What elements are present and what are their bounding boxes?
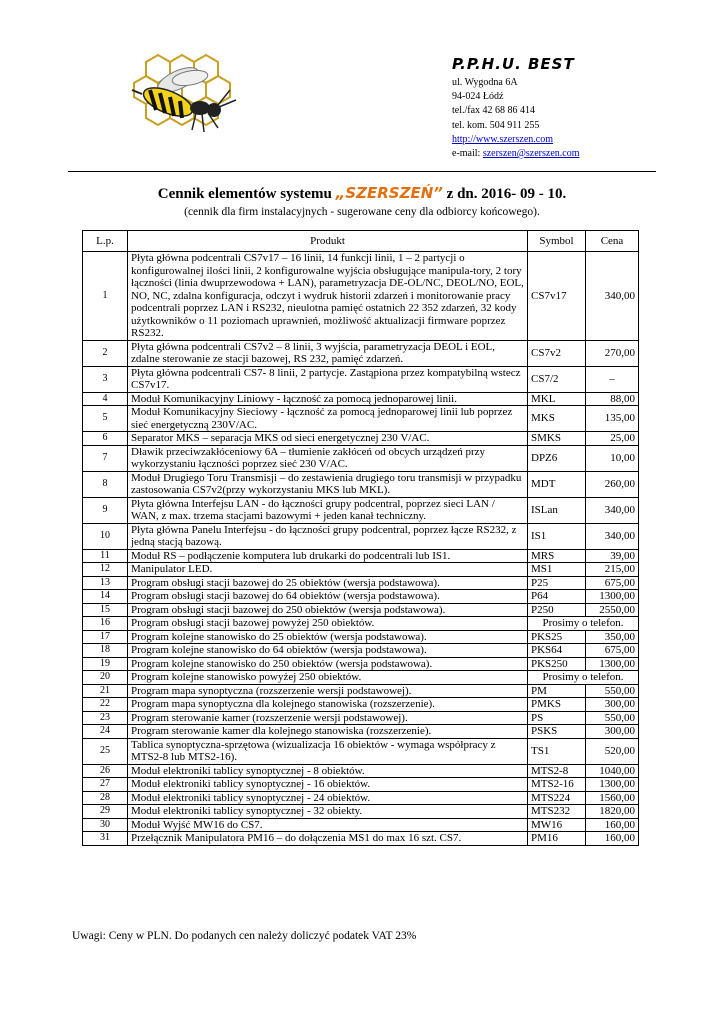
row-lp: 12 (83, 563, 128, 577)
row-price: 10,00 (586, 445, 639, 471)
price-note: Uwagi: Ceny w PLN. Do podanych cen należy doliczyć podatek VAT 23% (72, 930, 417, 942)
table-row (83, 603, 639, 617)
page-subtitle: (cennik dla firm instalacyjnych - sugerowane ceny dla odbiorcy końcowego). (184, 206, 540, 218)
row-lp: 8 (83, 471, 128, 497)
table-row (83, 671, 639, 685)
row-lp: 30 (83, 818, 128, 832)
row-lp: 31 (83, 832, 128, 846)
row-price: 340,00 (586, 497, 639, 523)
row-price: 550,00 (586, 711, 639, 725)
website-link[interactable]: http://www.szerszen.com (452, 133, 553, 145)
row-symbol: MRS (528, 549, 586, 563)
row-symbol: MDT (528, 471, 586, 497)
email-line (452, 147, 580, 161)
row-product: Moduł elektroniki tablicy synoptycznej - 16 obiektów. (128, 778, 528, 792)
row-product: Moduł Komunikacyjny Liniowy - łączność za pomocą jednoparowej linii. (128, 392, 528, 406)
row-symbol: P25 (528, 576, 586, 590)
header-product: Produkt (128, 231, 528, 252)
row-product: Płyta główna podcentrali CS7v17 – 16 linii, 14 funkcji linii, 1 – 2 partycji o konfigurowalnej ilości linii, 2 konfigurowalne wyjścia obsługujące manipula-tory, 2 tory łączności (linia dwuprzewodowa + LAN), parametryzacja DE-OL/NC, DEOL/NO, EOL, NO, NC, zdalna konfiguracja, odczyt i wydruk historii zdarzeń i monitorowanie pracy podcentrali poprzez LAN i RS232, nieulotna pamięć ostatnich 22 352 zdarzeń, 32 kody użytkowników o 11 poziomach uprawnień, możliwość aktualizacji firmware poprzez RS232. (128, 252, 528, 341)
row-lp: 22 (83, 698, 128, 712)
mobile-phone: tel. kom. 504 911 255 (452, 119, 540, 131)
row-symbol: PM (528, 684, 586, 698)
row-symbol: MKL (528, 392, 586, 406)
row-product: Dławik przeciwzakłóceniowy 6A – tłumienie zakłóceń od obcych urządzeń przy wykorzystaniu łączności poprzez sieć 230 V/AC. (128, 445, 528, 471)
row-product: Program kolejne stanowisko do 250 obiektów (wersja podstawowa). (128, 657, 528, 671)
row-price: 340,00 (586, 523, 639, 549)
row-symbol: MTS224 (528, 791, 586, 805)
row-symbol: CS7v2 (528, 340, 586, 366)
email-label: e-mail: (452, 148, 483, 160)
row-lp: 6 (83, 432, 128, 446)
row-price: 340,00 (586, 252, 639, 341)
table-header-row (83, 231, 639, 252)
table-row (83, 738, 639, 764)
row-lp: 21 (83, 684, 128, 698)
row-product: Moduł Drugiego Toru Transmisji – do zestawienia drugiego toru transmisji w przypadku zastosowania CS7v2(przy wykorzystaniu MKS lub MKL). (128, 471, 528, 497)
row-symbol: ISLan (528, 497, 586, 523)
table-row (83, 590, 639, 604)
row-price: 1560,00 (586, 791, 639, 805)
row-price: 1820,00 (586, 805, 639, 819)
row-symbol: PKS250 (528, 657, 586, 671)
row-product: Program kolejne stanowisko powyżej 250 obiektów. (128, 671, 528, 685)
table-row (83, 764, 639, 778)
row-lp: 10 (83, 523, 128, 549)
row-lp: 5 (83, 406, 128, 432)
row-price: 260,00 (586, 471, 639, 497)
row-product: Program obsługi stacji bazowej do 64 obiektów (wersja podstawowa). (128, 590, 528, 604)
row-product: Płyta główna podcentrali CS7v2 – 8 linii, 3 wyjścia, parametryzacja DEOL i EOL, zdalne sterowanie ze stacji bazowej, RS 232, pamięć zdarzeń. (128, 340, 528, 366)
table-row (83, 366, 639, 392)
header-lp: L.p. (83, 231, 128, 252)
table-row (83, 617, 639, 631)
row-lp: 4 (83, 392, 128, 406)
header-price: Cena (586, 231, 639, 252)
row-lp: 20 (83, 671, 128, 685)
row-symbol: PSKS (528, 725, 586, 739)
table-row (83, 832, 639, 846)
header-divider (68, 171, 656, 172)
row-lp: 3 (83, 366, 128, 392)
row-product: Moduł elektroniki tablicy synoptycznej - 24 obiektów. (128, 791, 528, 805)
row-lp: 25 (83, 738, 128, 764)
row-symbol: MTS232 (528, 805, 586, 819)
row-price: 2550,00 (586, 603, 639, 617)
row-symbol: PKS25 (528, 630, 586, 644)
row-product: Program mapa synoptyczna dla kolejnego stanowiska (rozszerzenie). (128, 698, 528, 712)
row-symbol: P64 (528, 590, 586, 604)
row-symbol: PM16 (528, 832, 586, 846)
row-product: Program obsługi stacji bazowej do 250 obiektów (wersja podstawowa). (128, 603, 528, 617)
table-row (83, 563, 639, 577)
row-lp: 15 (83, 603, 128, 617)
row-lp: 29 (83, 805, 128, 819)
row-price: 1040,00 (586, 764, 639, 778)
row-lp: 9 (83, 497, 128, 523)
row-symbol: TS1 (528, 738, 586, 764)
table-row (83, 698, 639, 712)
email-link[interactable]: szerszen@szerszen.com (482, 148, 580, 160)
row-product: Płyta główna Interfejsu LAN - do łączności grupy podcentral, poprzez sieci LAN / WAN, z max. trzema stacjami bazowymi + jeden kanał techniczny. (128, 497, 528, 523)
table-row (83, 778, 639, 792)
row-product: Manipulator LED. (128, 563, 528, 577)
price-table (82, 230, 639, 846)
table-row (83, 432, 639, 446)
row-symbol: SMKS (528, 432, 586, 446)
table-row (83, 497, 639, 523)
row-product: Program obsługi stacji bazowej do 25 obiektów (wersja podstawowa). (128, 576, 528, 590)
row-product: Moduł Komunikacyjny Sieciowy - łączność za pomocą jednoparowej linii lub poprzez sieć energetyczną 230V/AC. (128, 406, 528, 432)
row-symbol: PS (528, 711, 586, 725)
table-row (83, 406, 639, 432)
table-row (83, 523, 639, 549)
row-price: 135,00 (586, 406, 639, 432)
telfax: tel./fax 42 68 86 414 (452, 105, 536, 117)
row-lp: 11 (83, 549, 128, 563)
table-row (83, 725, 639, 739)
row-lp: 18 (83, 644, 128, 658)
row-price-note: Prosimy o telefon. (528, 671, 639, 685)
company-name: P.P.H.U. BEST (452, 55, 575, 73)
row-symbol: DPZ6 (528, 445, 586, 471)
page-title (0, 184, 724, 203)
row-product: Moduł Wyjść MW16 do CS7. (128, 818, 528, 832)
row-price: 39,00 (586, 549, 639, 563)
row-symbol: P250 (528, 603, 586, 617)
table-row (83, 805, 639, 819)
row-price: 88,00 (586, 392, 639, 406)
row-symbol: CS7v17 (528, 252, 586, 341)
title-prefix: Cennik elementów systemu (157, 186, 336, 202)
row-price: 1300,00 (586, 590, 639, 604)
row-price: 300,00 (586, 698, 639, 712)
row-price: 1300,00 (586, 778, 639, 792)
row-price: 160,00 (586, 818, 639, 832)
row-price: 215,00 (586, 563, 639, 577)
row-product: Moduł elektroniki tablicy synoptycznej - 8 obiektów. (128, 764, 528, 778)
row-lp: 16 (83, 617, 128, 631)
row-symbol: IS1 (528, 523, 586, 549)
row-product: Program mapa synoptyczna (rozszerzenie wersji podstawowej). (128, 684, 528, 698)
row-product: Program sterowanie kamer (rozszerzenie wersji podstawowej). (128, 711, 528, 725)
table-row (83, 711, 639, 725)
address-line-1: ul. Wygodna 6A (452, 77, 518, 88)
table-row (83, 684, 639, 698)
row-product: Przełącznik Manipulatora PM16 – do dołączenia MS1 do max 16 szt. CS7. (128, 832, 528, 846)
row-symbol: MTS2-16 (528, 778, 586, 792)
row-price: 675,00 (586, 576, 639, 590)
address-line-2: 94-024 Łódź (452, 91, 504, 103)
table-row (83, 644, 639, 658)
row-symbol: MTS2-8 (528, 764, 586, 778)
row-price: 25,00 (586, 432, 639, 446)
table-row (83, 630, 639, 644)
row-lp: 23 (83, 711, 128, 725)
row-lp: 2 (83, 340, 128, 366)
row-product: Program kolejne stanowisko do 64 obiektów (wersja podstawowa). (128, 644, 528, 658)
row-lp: 26 (83, 764, 128, 778)
row-product: Program kolejne stanowisko do 25 obiektów (wersja podstawowa). (128, 630, 528, 644)
row-price: 550,00 (586, 684, 639, 698)
row-lp: 28 (83, 791, 128, 805)
row-symbol: PMKS (528, 698, 586, 712)
company-info (452, 54, 580, 161)
header-symbol: Symbol (528, 231, 586, 252)
row-product: Program obsługi stacji bazowej powyżej 250 obiektów. (128, 617, 528, 631)
table-row (83, 445, 639, 471)
row-price: 520,00 (586, 738, 639, 764)
row-symbol: MW16 (528, 818, 586, 832)
row-product: Płyta główna Panelu Interfejsu - do łączności grupy podcentral, poprzez łącze RS232, z jedną stacją bazową. (128, 523, 528, 549)
row-price: 1300,00 (586, 657, 639, 671)
row-lp: 13 (83, 576, 128, 590)
table-row (83, 791, 639, 805)
row-lp: 7 (83, 445, 128, 471)
table-row (83, 340, 639, 366)
row-price: – (586, 366, 639, 392)
row-lp: 1 (83, 252, 128, 341)
row-symbol: PKS64 (528, 644, 586, 658)
wasp-honeycomb-logo (128, 50, 248, 140)
table-row (83, 252, 639, 341)
row-product: Separator MKS – separacja MKS od sieci energetycznej 230 V/AC. (128, 432, 528, 446)
row-price: 300,00 (586, 725, 639, 739)
table-row (83, 657, 639, 671)
table-row (83, 549, 639, 563)
row-price: 270,00 (586, 340, 639, 366)
row-lp: 19 (83, 657, 128, 671)
row-product: Moduł RS – podłączenie komputera lub drukarki do podcentrali lub IS1. (128, 549, 528, 563)
title-suffix: z dn. 2016- 09 - 10. (442, 186, 567, 202)
row-lp: 17 (83, 630, 128, 644)
table-row (83, 471, 639, 497)
row-product: Program sterowanie kamer dla kolejnego stanowiska (rozszerzenie). (128, 725, 528, 739)
row-lp: 27 (83, 778, 128, 792)
row-lp: 14 (83, 590, 128, 604)
title-brand: „SZERSZEŃ” (335, 184, 443, 202)
row-product: Płyta główna podcentrali CS7- 8 linii, 2 partycje. Zastąpiona przez kompatybilną wstecz CS7v17. (128, 366, 528, 392)
table-row (83, 576, 639, 590)
row-price-note: Prosimy o telefon. (528, 617, 639, 631)
row-symbol: MS1 (528, 563, 586, 577)
row-symbol: MKS (528, 406, 586, 432)
row-product: Moduł elektroniki tablicy synoptycznej - 32 obiekty. (128, 805, 528, 819)
row-product: Tablica synoptyczna-sprzętowa (wizualizacja 16 obiektów - wymaga współpracy z MTS2-8 lub MTS2-16). (128, 738, 528, 764)
row-price: 350,00 (586, 630, 639, 644)
row-symbol: CS7/2 (528, 366, 586, 392)
row-price: 160,00 (586, 832, 639, 846)
row-lp: 24 (83, 725, 128, 739)
table-row (83, 818, 639, 832)
table-row (83, 392, 639, 406)
row-price: 675,00 (586, 644, 639, 658)
